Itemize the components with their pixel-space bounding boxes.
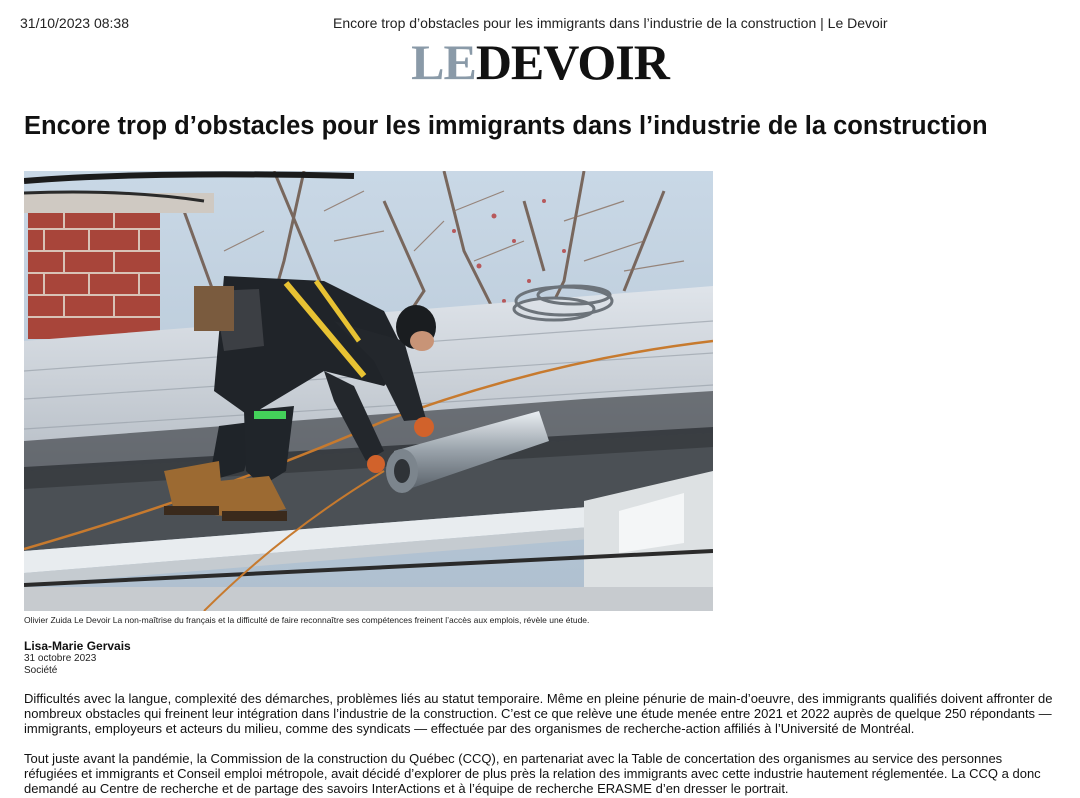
article-headline: Encore trop d’obstacles pour les immigrants dans l’industrie de la construction [24,112,988,140]
article-paragraph: Difficultés avec la langue, complexité des démarches, problèmes liés au statut temporaire. Même en pleine pénurie de main-d’oeuvre, des immigrants qualifiés doivent affronter de nombreux obstacles qui freinent leur intégration dans l’industrie de la construction. C’est ce que relève une étude menée entre 2021 et 2022 auprès de quelque 250 répondants — immigrants, employeurs et acteurs du milieu, comme des syndicats — effectuée par des organismes de recherche-action affiliés à l’Université de Montréal. [24,691,1053,736]
print-page-title: Encore trop d’obstacles pour les immigrants dans l’industrie de la construction | Le Devoir [333,15,888,31]
photo-caption: Olivier Zuida Le Devoir La non-maîtrise du français et la difficulté de faire reconnaître ses compétences freinent l’accès aux emplois, révèle une étude. [24,615,590,625]
publish-date: 31 octobre 2023 [24,653,97,664]
article-photo [24,171,713,611]
print-date: 31/10/2023 08:38 [20,15,129,31]
print-header [0,15,1080,33]
logo-le: LE [411,34,476,90]
logo-devoir: DEVOIR [475,34,669,90]
le-devoir-logo[interactable] [0,34,1080,90]
article-paragraph: Tout juste avant la pandémie, la Commission de la construction du Québec (CCQ), en partenariat avec la Table de concertation des organismes au service des personnes réfugiées et immigrants et Conseil emploi métropole, avait décidé d’explorer de plus près la relation des immigrants avec cette industrie hautement réglementée. La CCQ a donc demandé au Centre de recherche et de partage des savoirs InterActions et à l’équipe de recherche ERASME d’en dresser le portrait. [24,751,1041,796]
section-label[interactable]: Société [24,665,58,676]
author-name[interactable]: Lisa-Marie Gervais [24,639,131,653]
byline [24,639,131,677]
